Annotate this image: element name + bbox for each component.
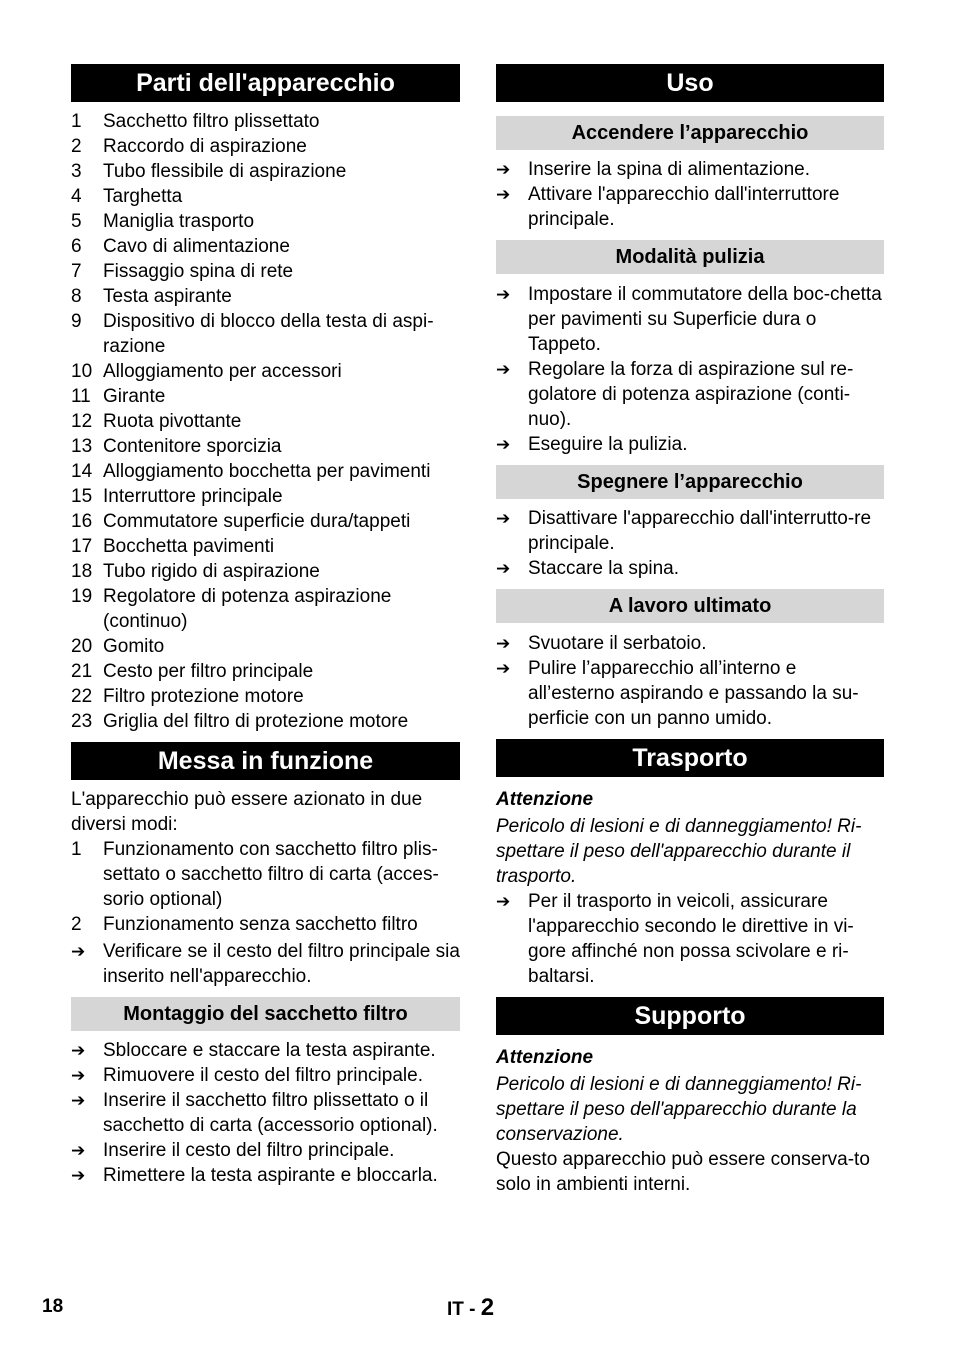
list-item: [71, 534, 460, 559]
supporto-attention: Attenzione: [496, 1047, 594, 1068]
item-text: Griglia del filtro di protezione motore: [103, 711, 409, 732]
list-item: [71, 409, 460, 434]
list-item: [71, 384, 460, 409]
messa-arrow-list: [71, 939, 460, 989]
heading-uso: Uso: [496, 64, 884, 102]
arrow-icon: ➔: [496, 892, 511, 911]
item-number: 18: [71, 561, 93, 582]
trasporto-warning: Pericolo di lesioni e di danneggiamento! Ri-spettare il peso dell'apparecchio durante il trasporto.: [496, 816, 862, 887]
list-item: [71, 1088, 460, 1138]
list-item: [71, 634, 460, 659]
list-item: [496, 889, 884, 989]
list-item: [71, 109, 460, 134]
footer-separator: -: [469, 1299, 481, 1320]
heading-messa: Messa in funzione: [71, 742, 460, 780]
item-text: Sacchetto filtro plissettato: [103, 111, 320, 132]
list-item: [496, 656, 884, 731]
arrow-icon: ➔: [496, 285, 511, 304]
list-item: [496, 432, 884, 457]
item-text: Contenitore sporcizia: [103, 436, 282, 457]
step-text: Svuotare il serbatoio.: [528, 633, 707, 654]
item-text: Bocchetta pavimenti: [103, 536, 275, 557]
step-text: Attivare l'apparecchio dall'interruttore principale.: [528, 184, 840, 230]
item-text: Funzionamento senza sacchetto filtro: [103, 914, 418, 935]
step-text: Rimettere la testa aspirante e bloccarla.: [103, 1165, 438, 1186]
list-item: [71, 459, 460, 484]
item-number: 21: [71, 661, 93, 682]
list-item: [71, 159, 460, 184]
item-text: Targhetta: [103, 186, 183, 207]
item-number: 12: [71, 411, 93, 432]
step-text: Regolare la forza di aspirazione sul re-golatore di potenza aspirazione (conti-nuo).: [528, 359, 854, 430]
list-item: [496, 357, 884, 432]
lavoro-list: [496, 631, 884, 731]
arrow-icon: ➔: [496, 659, 511, 678]
list-item: [71, 1038, 460, 1063]
list-item: [71, 209, 460, 234]
heading-lavoro: A lavoro ultimato: [496, 589, 884, 623]
language-code: IT: [447, 1299, 464, 1320]
list-item: [71, 359, 460, 384]
item-text: Filtro protezione motore: [103, 686, 304, 707]
list-item: [496, 282, 884, 357]
item-text: Gomito: [103, 636, 165, 657]
arrow-icon: ➔: [496, 559, 511, 578]
step-text: Inserire la spina di alimentazione.: [528, 159, 810, 180]
item-text: Ruota pivottante: [103, 411, 242, 432]
item-number: 11: [71, 386, 91, 407]
list-item: [71, 234, 460, 259]
item-text: Commutatore superficie dura/tappeti: [103, 511, 411, 532]
item-text: Maniglia trasporto: [103, 211, 255, 232]
item-text: Fissaggio spina di rete: [103, 261, 294, 282]
heading-trasporto: Trasporto: [496, 739, 884, 777]
item-text: Girante: [103, 386, 166, 407]
item-number: 4: [71, 186, 82, 207]
list-item: [71, 1138, 460, 1163]
step-text: Per il trasporto in veicoli, assicurare l'apparecchio secondo le direttive in vi-gore affinché non possa scivolare e ri-baltarsi.: [528, 891, 854, 987]
heading-parti: Parti dell'apparecchio: [71, 64, 460, 102]
list-item: [496, 631, 884, 656]
list-item: [71, 684, 460, 709]
item-number: 14: [71, 461, 93, 482]
item-text: Regolatore di potenza aspirazione (continuo): [103, 586, 392, 632]
list-item: [71, 709, 460, 734]
footer-label: [447, 1294, 494, 1322]
arrow-icon: ➔: [71, 1141, 86, 1160]
item-number: 6: [71, 236, 82, 257]
list-item: [71, 184, 460, 209]
item-text: Raccordo di aspirazione: [103, 136, 307, 157]
list-item: [496, 556, 884, 581]
list-item: [496, 157, 884, 182]
arrow-icon: ➔: [496, 360, 511, 379]
list-item: [71, 559, 460, 584]
arrow-icon: ➔: [496, 435, 511, 454]
list-item: [71, 134, 460, 159]
step-text: Pulire l’apparecchio all’interno e all’esterno aspirando e passando la su-perficie con un panno umido.: [528, 658, 859, 729]
supporto-text: Questo apparecchio può essere conserva-to solo in ambienti interni.: [496, 1149, 870, 1195]
item-text: Interruttore principale: [103, 486, 283, 507]
item-number: 5: [71, 211, 82, 232]
item-number: 13: [71, 436, 93, 457]
item-number: 19: [71, 586, 93, 607]
item-text: Alloggiamento bocchetta per pavimenti: [103, 461, 431, 482]
step-text: Eseguire la pulizia.: [528, 434, 688, 455]
heading-accendere: Accendere l’apparecchio: [496, 116, 884, 150]
item-number: 3: [71, 161, 82, 182]
section-number: 2: [480, 1294, 495, 1321]
item-number: 20: [71, 636, 93, 657]
item-text: Funzionamento con sacchetto filtro plis-settato o sacchetto filtro di carta (acces-sorio optional): [103, 839, 439, 910]
list-item: [71, 659, 460, 684]
item-number: 2: [71, 914, 82, 935]
messa-list: [71, 837, 460, 937]
item-number: 10: [71, 361, 93, 382]
list-item: [71, 837, 460, 912]
item-number: 1: [71, 839, 82, 860]
list-item: [71, 309, 460, 359]
arrow-icon: ➔: [496, 634, 511, 653]
arrow-icon: ➔: [71, 942, 86, 961]
item-text: Dispositivo di blocco della testa di aspi-razione: [103, 311, 434, 357]
right-column: [496, 64, 884, 1197]
montaggio-list: [71, 1038, 460, 1188]
item-text: Alloggiamento per accessori: [103, 361, 342, 382]
arrow-icon: ➔: [496, 509, 511, 528]
messa-intro: L'apparecchio può essere azionato in due diversi modi:: [71, 789, 423, 835]
list-item: [71, 912, 460, 937]
item-number: 23: [71, 711, 93, 732]
spegnere-list: [496, 506, 884, 581]
item-text: Tubo flessibile di aspirazione: [103, 161, 347, 182]
list-item: [71, 259, 460, 284]
list-item: [71, 509, 460, 534]
trasporto-attention: Attenzione: [496, 789, 594, 810]
item-text: Tubo rigido di aspirazione: [103, 561, 320, 582]
item-number: 1: [71, 111, 82, 132]
item-number: 15: [71, 486, 93, 507]
list-item: [71, 584, 460, 634]
step-text: Impostare il commutatore della boc-chetta per pavimenti su Superficie dura o Tappeto.: [528, 284, 882, 355]
heading-modalita: Modalità pulizia: [496, 240, 884, 274]
item-number: 2: [71, 136, 82, 157]
item-number: 7: [71, 261, 82, 282]
list-item: [71, 284, 460, 309]
parts-list: [71, 109, 460, 734]
supporto-warning: Pericolo di lesioni e di danneggiamento! Ri-spettare il peso dell'apparecchio durante la conservazione.: [496, 1074, 862, 1145]
list-item: [71, 434, 460, 459]
list-item: [71, 1163, 460, 1188]
item-text: Cesto per filtro principale: [103, 661, 314, 682]
item-number: 9: [71, 311, 82, 332]
step-text: Disattivare l'apparecchio dall'interrutto-re principale.: [528, 508, 872, 554]
list-item: ➔ Verificare se il cesto del filtro principale sia inserito nell'apparecchio.: [71, 941, 460, 987]
step-text: Sbloccare e staccare la testa aspirante.: [103, 1040, 436, 1061]
step-text: Rimuovere il cesto del filtro principale.: [103, 1065, 423, 1086]
arrow-icon: ➔: [71, 1091, 86, 1110]
left-column: [71, 64, 460, 1188]
item-text: Testa aspirante: [103, 286, 232, 307]
item-number: 22: [71, 686, 93, 707]
list-item: [71, 1063, 460, 1088]
accendere-list: [496, 157, 884, 232]
heading-supporto: Supporto: [496, 997, 884, 1035]
arrow-icon: ➔: [496, 185, 511, 204]
heading-spegnere: Spegnere l’apparecchio: [496, 465, 884, 499]
step-text: Staccare la spina.: [528, 558, 680, 579]
list-item: [496, 506, 884, 556]
arrow-icon: ➔: [71, 1066, 86, 1085]
step-text: Inserire il cesto del filtro principale.: [103, 1140, 395, 1161]
modalita-list: [496, 282, 884, 457]
list-item: [71, 484, 460, 509]
list-item: [496, 182, 884, 232]
item-number: 17: [71, 536, 93, 557]
step-text: Inserire il sacchetto filtro plissettato o il sacchetto di carta (accessorio optional).: [103, 1090, 438, 1136]
item-text: Cavo di alimentazione: [103, 236, 290, 257]
item-number: 16: [71, 511, 93, 532]
page-number: 18: [42, 1296, 64, 1317]
trasporto-list: [496, 889, 884, 989]
arrow-icon: ➔: [71, 1166, 86, 1185]
arrow-icon: ➔: [71, 1041, 86, 1060]
item-number: 8: [71, 286, 82, 307]
arrow-icon: ➔: [496, 160, 511, 179]
heading-montaggio: Montaggio del sacchetto filtro: [71, 997, 460, 1031]
